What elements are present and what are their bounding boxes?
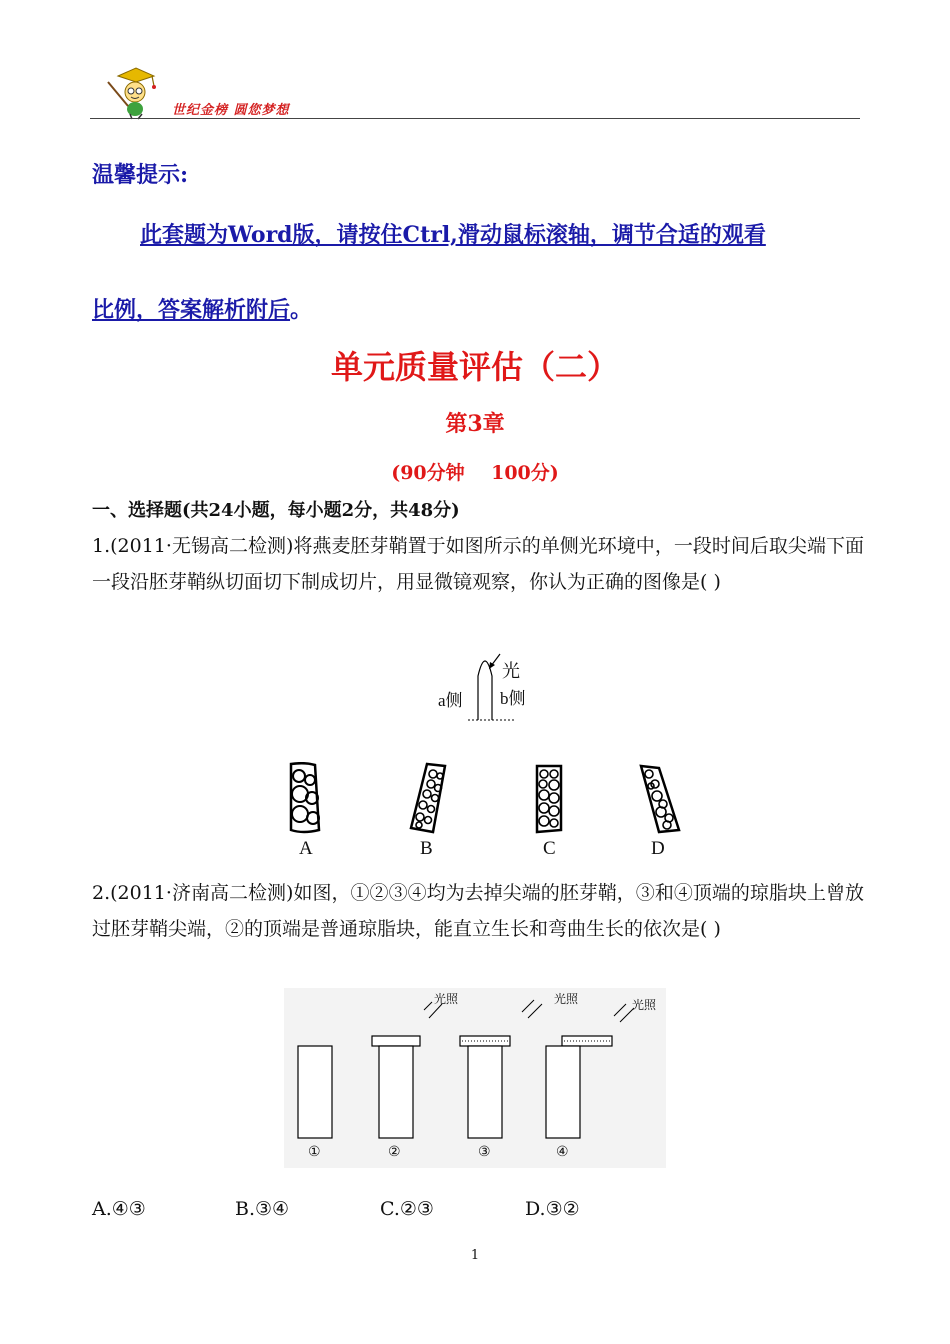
cell-image-a[interactable]	[285, 762, 325, 838]
coleoptile-label-2: ②	[388, 1144, 401, 1160]
tip-line-2	[92, 293, 312, 324]
tip-line-2-link[interactable]: 比例，答案解析附后	[92, 297, 291, 323]
tip-line-2-end: 。	[290, 297, 313, 323]
coleoptiles-figure	[284, 988, 666, 1168]
header-divider	[90, 118, 860, 119]
option-label-a: A	[299, 838, 313, 859]
light-label-2: 光照	[554, 992, 579, 1006]
coleoptile-label-4: ④	[556, 1144, 569, 1160]
option-label-b: B	[420, 838, 433, 859]
light-label-3: 光照	[632, 998, 657, 1012]
chapter-heading: 第3章	[445, 411, 505, 437]
cell-image-d[interactable]	[637, 764, 683, 838]
question-2-text: 2.(2011·济南高二检测)如图，①②③④均为去掉尖端的胚芽鞘，③和④顶端的琼脂块上曾放过胚芽鞘尖端，②的顶端是普通琼脂块，能直立生长和弯曲生长的依次是( )	[92, 882, 864, 940]
question-1-text: 1.(2011·无锡高二检测)将燕麦胚芽鞘置于如图所示的单侧光环境中，一段时间后取尖端下面一段沿胚芽鞘纵切面切下制成切片，用显微镜观察，你认为正确的图像是( )	[92, 535, 864, 593]
time-score: (90分钟 100分)	[391, 462, 559, 484]
tip-title: 温馨提示:	[92, 162, 189, 188]
answer-option-a[interactable]: A.④③	[92, 1198, 146, 1220]
section-heading: 一、选择题(共24小题，每小题2分，共48分)	[92, 500, 460, 521]
answer-option-c[interactable]: C.②③	[380, 1198, 434, 1220]
cell-image-c[interactable]	[529, 764, 569, 838]
light-label: 光	[502, 661, 520, 681]
side-a-label: a侧	[438, 691, 463, 710]
header-slogan: 世纪金榜 圆您梦想	[172, 103, 290, 118]
answer-option-b[interactable]: B.③④	[235, 1198, 290, 1220]
scholar-cartoon-icon	[104, 64, 164, 120]
page-title: 单元质量评估（二）	[330, 348, 619, 386]
answer-option-d[interactable]: D.③②	[525, 1198, 580, 1220]
cell-image-b[interactable]	[405, 762, 451, 838]
side-b-label: b侧	[500, 689, 526, 708]
option-label-d: D	[651, 838, 665, 859]
tip-line-1[interactable]: 此套题为Word版，请按住Ctrl,滑动鼠标滚轴，调节合适的观看	[140, 222, 766, 248]
light-label-1: 光照	[434, 992, 459, 1006]
option-label-c: C	[543, 838, 556, 859]
coleoptile-label-1: ①	[308, 1144, 321, 1160]
coleoptile-label-3: ③	[478, 1144, 491, 1160]
page-number: 1	[470, 1248, 480, 1263]
